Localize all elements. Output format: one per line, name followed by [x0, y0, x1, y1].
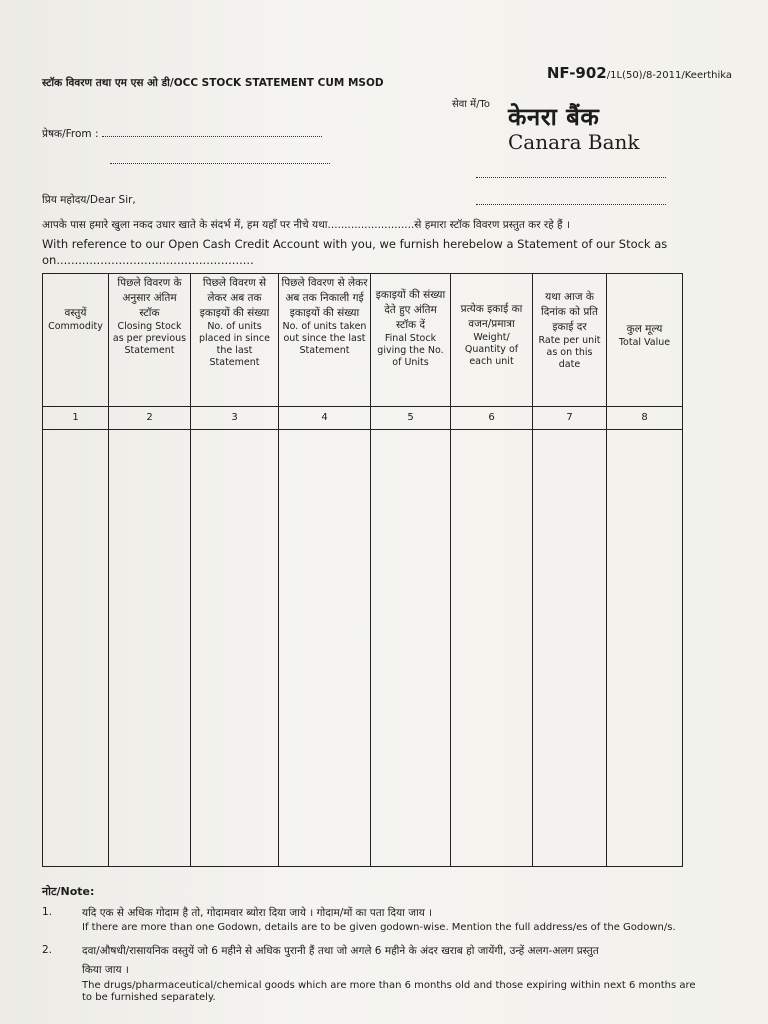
from-blank-1[interactable]	[102, 127, 322, 137]
bank-name-english: Canara Bank	[508, 130, 640, 154]
header-en: Rate per unit as on this date	[538, 335, 601, 370]
from-line	[42, 127, 322, 141]
header-en: Commodity	[48, 321, 103, 332]
header-en: Final Stock giving the No. of Units	[377, 333, 444, 368]
header-hi: इकाइयों की संख्या देते हुए अंतिम स्टॉक दें	[375, 289, 446, 331]
column-header-weight	[451, 274, 533, 407]
entry-cell-closing-stock[interactable]	[109, 430, 191, 867]
column-header-rate	[533, 274, 607, 407]
note-1-english: If there are more than one Godown, details are to be given godown-wise. Mention the full address/es of the Godown/s.	[82, 922, 676, 933]
header-en: No. of units taken out since the last Statement	[282, 321, 367, 356]
from-blank-2[interactable]	[110, 154, 330, 164]
note-1-hindi: यदि एक से अधिक गोदाम है तो, गोदामवार ब्योरा दिया जाये । गोदाम/मों का पता दिया जाय ।	[82, 907, 433, 919]
table-header-row	[43, 274, 683, 407]
column-header-final-stock	[371, 274, 451, 407]
column-number: 8	[607, 407, 683, 430]
stock-table	[42, 273, 683, 867]
notes-heading: नोट/Note:	[42, 885, 95, 898]
intro-hindi: आपके पास हमारे खुला नकद उधार खाते के संदर्भ में, हम यहाँ पर नीचे यथा..........................से हमारा स्टॉक विवरण प्रस्तुत कर रहे हैं ।	[42, 219, 570, 231]
salutation: प्रिय महोदय/Dear Sir,	[42, 194, 136, 206]
header-hi: प्रत्येक इकाई का वजन/प्रमात्रा	[460, 303, 523, 330]
to-address-blank-1[interactable]	[476, 168, 666, 178]
header-hi: पिछले विवरण से लेकर अब तक इकाइयों की संख्या	[199, 277, 270, 319]
column-header-closing-stock	[109, 274, 191, 407]
note-2-hindi: दवा/औषधी/रासायनिक वस्तुयें जो 6 महीने से अधिक पुरानी हैं तथा जो अगले 6 महीने के अंदर खराब हो जायेंगी, उन्हें अलग-अलग प्रस्तुत	[82, 945, 599, 957]
entry-row	[43, 430, 683, 867]
column-number: 2	[109, 407, 191, 430]
note-2-number: 2.	[42, 944, 53, 956]
header-en: Weight/ Quantity of each unit	[464, 332, 519, 367]
column-number: 7	[533, 407, 607, 430]
note-1-number: 1.	[42, 906, 53, 918]
column-number-row	[43, 407, 683, 430]
column-number: 3	[191, 407, 279, 430]
header-en: No. of units placed in since the last Statement	[199, 321, 270, 368]
column-header-units-taken-out	[279, 274, 371, 407]
entry-cell-weight[interactable]	[451, 430, 533, 867]
entry-cell-total-value[interactable]	[607, 430, 683, 867]
entry-cell-units-taken-out[interactable]	[279, 430, 371, 867]
header-hi: कुल मूल्य	[626, 323, 663, 335]
form-number-code: NF-902	[546, 64, 607, 82]
entry-cell-final-stock[interactable]	[371, 430, 451, 867]
form-number	[547, 64, 732, 82]
intro-english: With reference to our Open Cash Credit Account with you, we furnish herebelow a Statement of our Stock as on......................................................	[42, 237, 668, 267]
column-header-units-placed	[191, 274, 279, 407]
to-address-blank-2[interactable]	[476, 195, 666, 205]
from-label: प्रेषक/From :	[42, 128, 99, 140]
entry-cell-rate[interactable]	[533, 430, 607, 867]
header-hi: यथा आज के दिनांक को प्रति इकाई दर	[540, 291, 599, 333]
column-number: 5	[371, 407, 451, 430]
header-hi: वस्तुयें	[64, 307, 87, 319]
column-header-total-value	[607, 274, 683, 407]
column-header-commodity	[43, 274, 109, 407]
form-title: स्टॉक विवरण तथा एम एस ओ डी/OCC STOCK STATEMENT CUM MSOD	[42, 77, 384, 89]
header-hi: पिछले विवरण के अनुसार अंतिम स्टॉक	[117, 277, 182, 319]
note-2-english: The drugs/pharmaceutical/chemical goods which are more than 6 months old and those expiring within next 6 months are to be furnished separately.	[82, 980, 696, 1003]
form-number-suffix: /1L(50)/8-2011/Keerthika	[606, 70, 732, 81]
column-number: 6	[451, 407, 533, 430]
to-label: सेवा में/To	[452, 99, 490, 110]
header-en: Closing Stock as per previous Statement	[112, 321, 187, 356]
entry-cell-units-placed[interactable]	[191, 430, 279, 867]
note-2-hindi-cont: किया जाय ।	[82, 964, 129, 976]
entry-cell-commodity[interactable]	[43, 430, 109, 867]
column-number: 4	[279, 407, 371, 430]
bank-name-hindi: केनरा बैंक	[508, 103, 600, 131]
header-hi: पिछले विवरण से लेकर अब तक निकाली गई इकाइयों की संख्या	[281, 277, 368, 319]
column-number: 1	[43, 407, 109, 430]
header-en: Total Value	[618, 337, 671, 348]
